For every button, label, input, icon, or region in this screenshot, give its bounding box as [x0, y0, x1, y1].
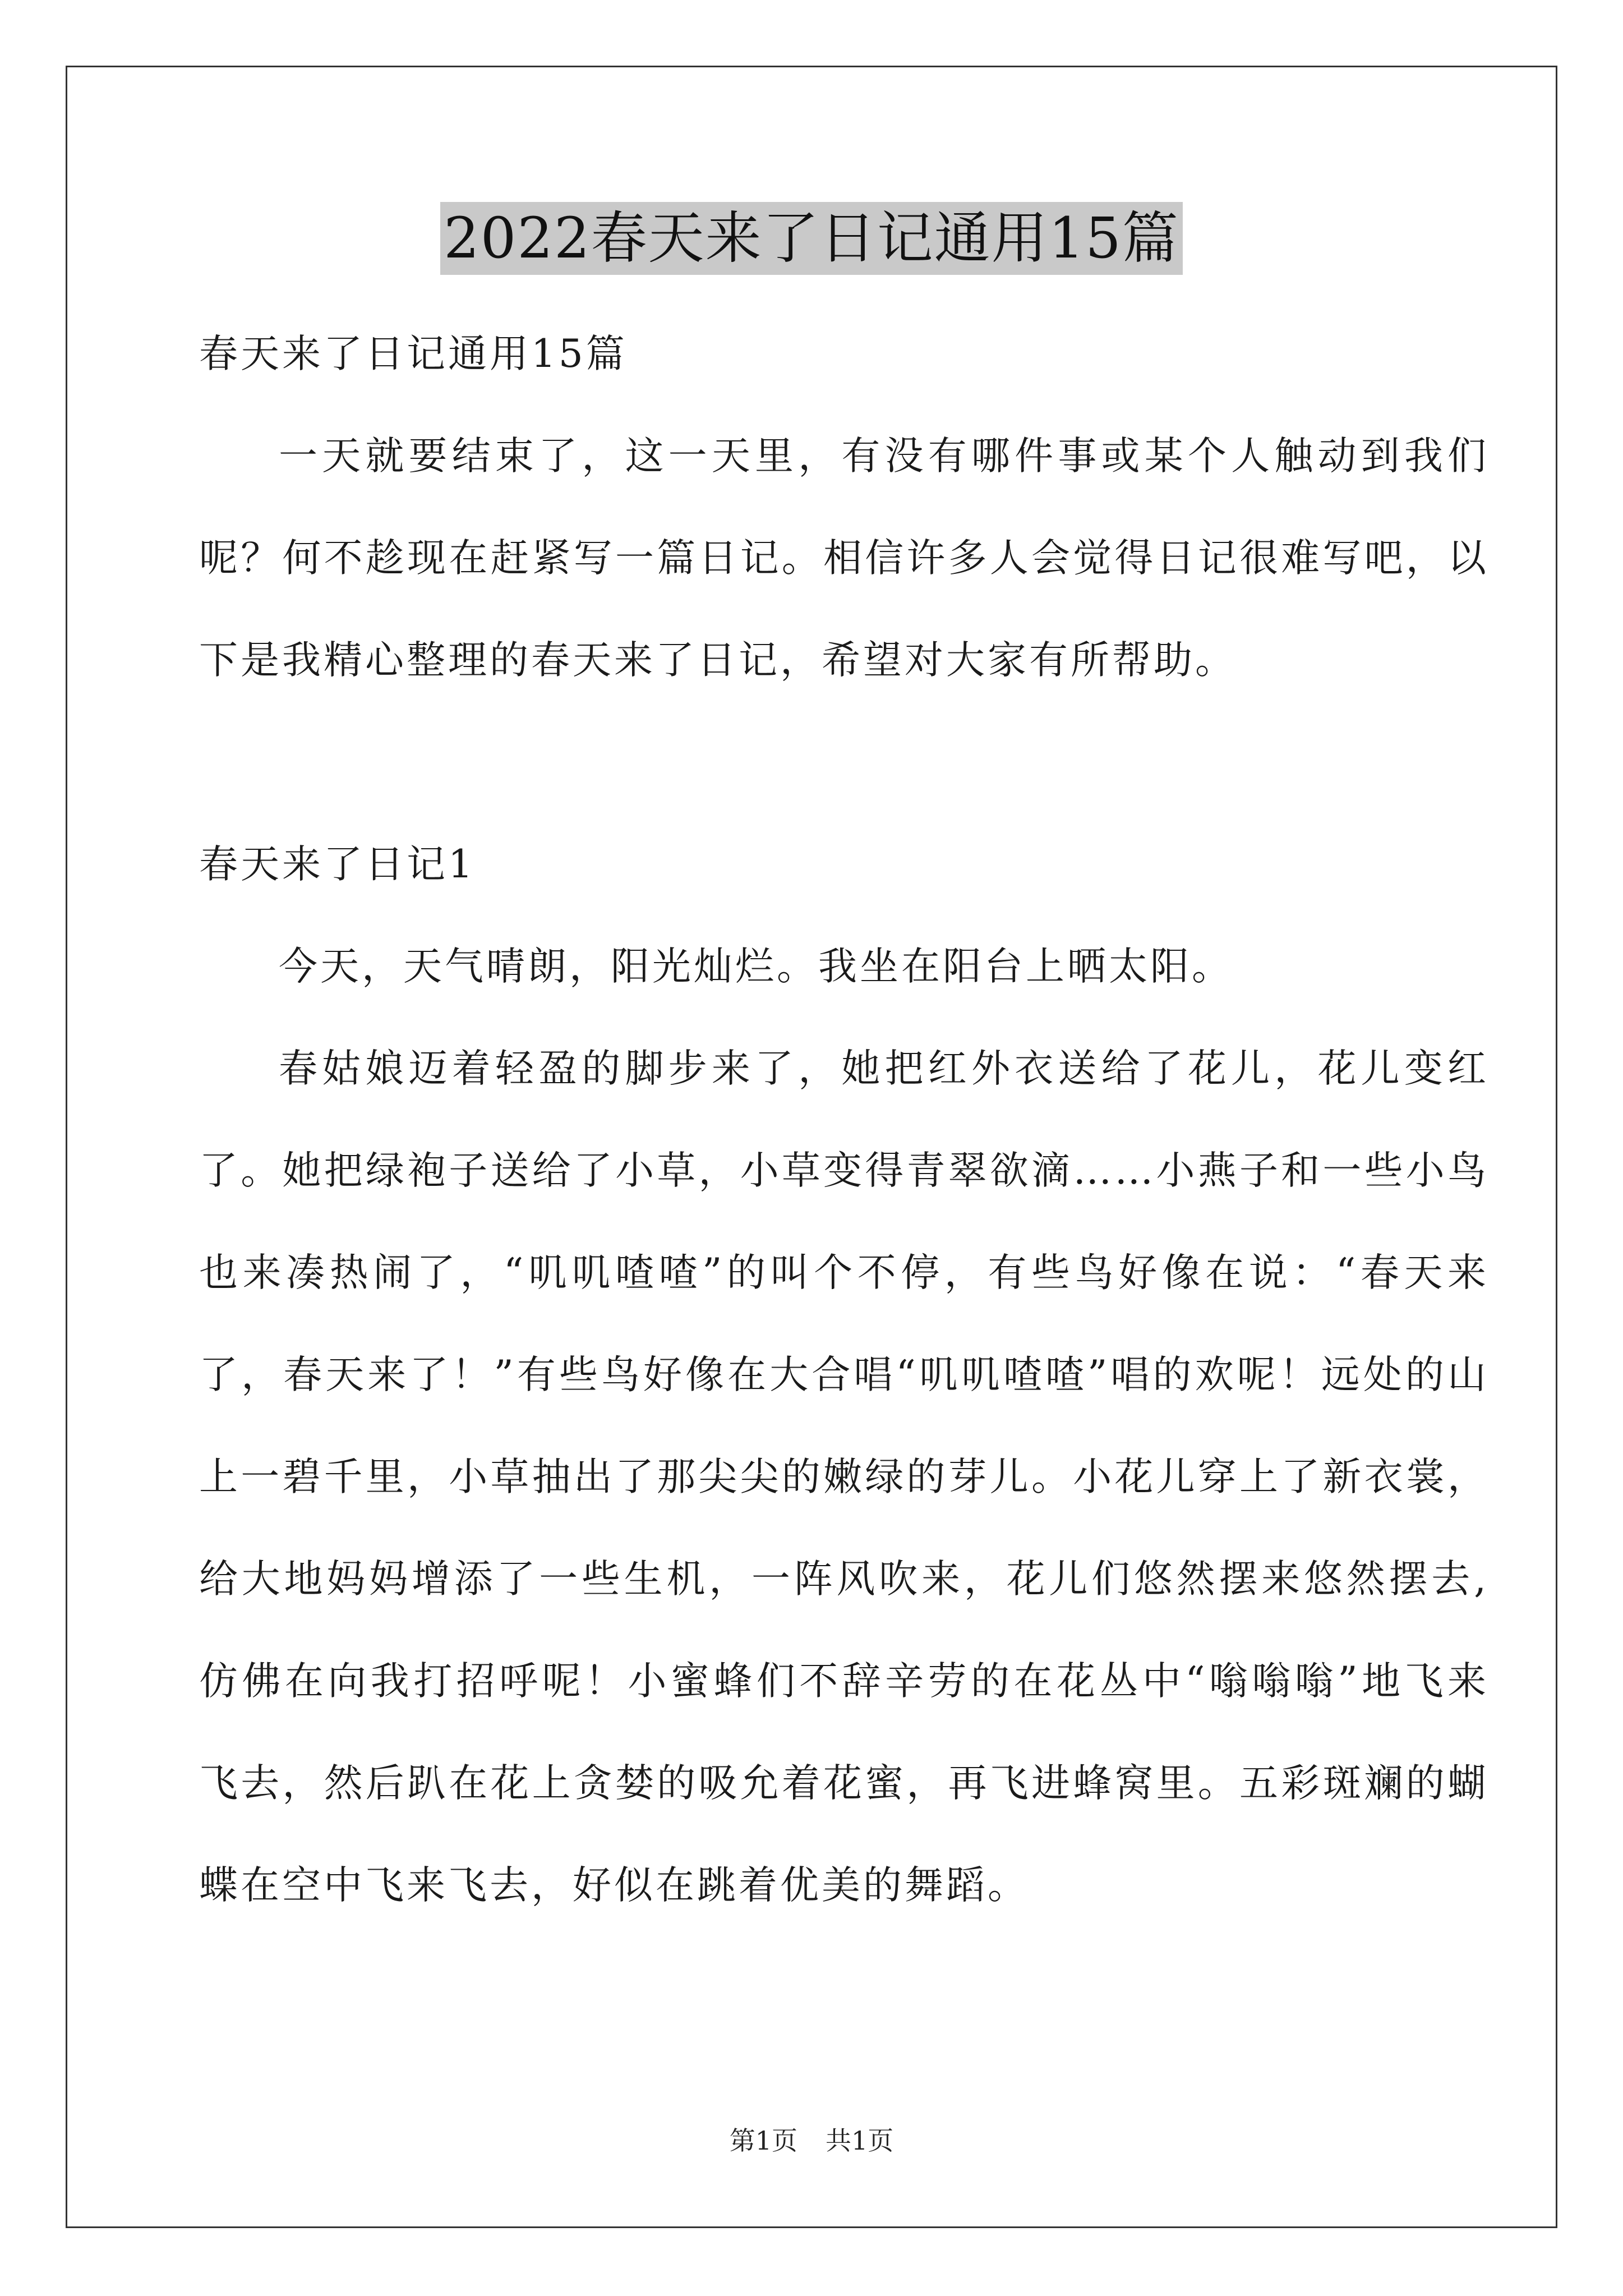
page-total: 共1页 [826, 2125, 894, 2156]
body-paragraph: 今天，天气晴朗，阳光灿烂。我坐在阳台上晒太阳。 [279, 944, 1233, 989]
document-title: 2022春天来了日记通用15篇 [440, 202, 1183, 275]
section-heading: 春天来了日记1 [199, 842, 476, 887]
page-footer [0, 2120, 1623, 2157]
section-spacer [199, 711, 1489, 813]
body-paragraph: 春姑娘迈着轻盈的脚步来了，她把红外衣送给了花儿，花儿变红了。她把绿袍子送给了小草，小草变得青翠欲滴……小燕子和一些小鸟也来凑热闹了，“叽叽喳喳”的叫个不停，有些鸟好像在说：“春天来了，春天来了！”有些鸟好像在大合唱“叽叽喳喳”唱的欢呢！远处的山上一碧千里，小草抽出了那尖尖的嫩绿的芽儿。小花儿穿上了新衣裳，给大地妈妈增添了一些生机，一阵风吹来，花儿们悠然摆来悠然摆去,仿佛在向我打招呼呢！小蜜蜂们不辞辛劳的在花丛中“嗡嗡嗡”地飞来飞去，然后趴在花上贪婪的吸允着花蜜，再飞进蜂窝里。五彩斑斓的蝴蝶在空中飞来飞去，好似在跳着优美的舞蹈。 [199, 1046, 1489, 1908]
intro-paragraph: 一天就要结束了，这一天里，有没有哪件事或某个人触动到我们呢？何不趁现在赶紧写一篇日记。相信许多人会觉得日记很难写吧，以下是我精心整理的春天来了日记，希望对大家有所帮助。 [199, 434, 1489, 683]
document-subtitle: 春天来了日记通用15篇 [199, 332, 628, 376]
title-container [0, 202, 1623, 275]
document-body [199, 303, 1489, 1936]
page-number: 第1页 [729, 2125, 797, 2156]
